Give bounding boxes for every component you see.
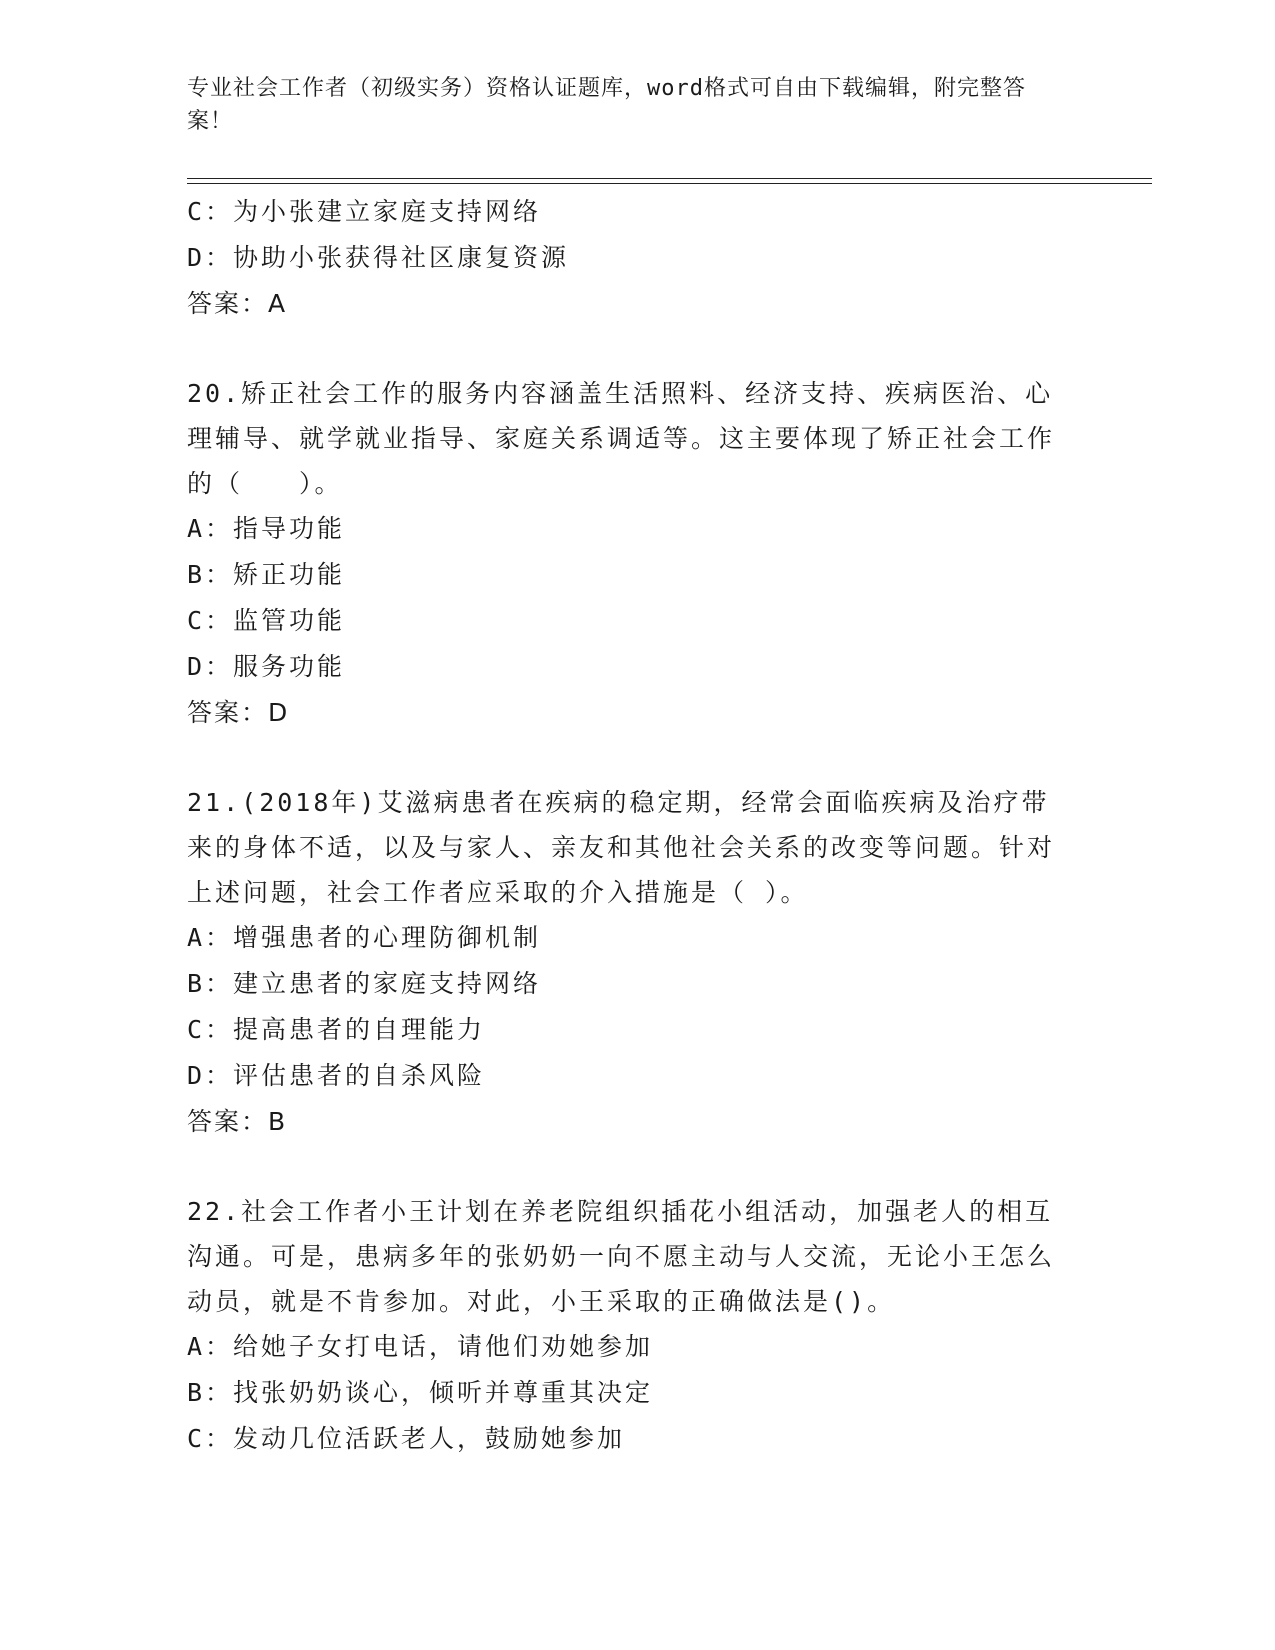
spacer	[187, 1145, 1087, 1189]
question-stem: 22.社会工作者小王计划在养老院组织插花小组活动，加强老人的相互沟通。可是，患病多年的张奶奶一向不愿主动与人交流，无论小王怎么动员，就是不肯参加。对此，小王采取的正确做法是()。	[187, 1197, 1056, 1316]
option-b: B：建立患者的家庭支持网络	[187, 969, 542, 998]
option-d: D：评估患者的自杀风险	[187, 1061, 486, 1090]
option-c: C：监管功能	[187, 606, 346, 635]
question-21	[187, 780, 1087, 1145]
option-a: A：指导功能	[187, 514, 346, 543]
question-stem: 20.矫正社会工作的服务内容涵盖生活照料、经济支持、疾病医治、心理辅导、就学就业指导、家庭关系调适等。这主要体现了矫正社会工作的（ ）。	[187, 379, 1056, 498]
option-a: A：给她子女打电话，请他们劝她参加	[187, 1332, 654, 1361]
question-22	[187, 1189, 1087, 1462]
answer-line: 答案：D	[187, 698, 290, 727]
option-c: C：发动几位活跃老人，鼓励她参加	[187, 1424, 626, 1453]
option-d: D：服务功能	[187, 652, 346, 681]
header-rule-top	[187, 178, 1152, 179]
option-b: B：找张奶奶谈心，倾听并尊重其决定	[187, 1378, 654, 1407]
question-stem: 21.(2018年)艾滋病患者在疾病的稳定期，经常会面临疾病及治疗带来的身体不适，以及与家人、亲友和其他社会关系的改变等问题。针对上述问题，社会工作者应采取的介入措施是（ ）。	[187, 788, 1056, 907]
question-content	[187, 189, 1087, 1462]
option-d: D：协助小张获得社区康复资源	[187, 243, 570, 272]
spacer	[187, 736, 1087, 780]
answer-line: 答案：B	[187, 1107, 288, 1136]
option-c: C：为小张建立家庭支持网络	[187, 197, 542, 226]
option-b: B：矫正功能	[187, 560, 346, 589]
option-c: C：提高患者的自理能力	[187, 1015, 486, 1044]
header-rule-bottom	[187, 183, 1152, 184]
question-19-continued	[187, 189, 1087, 327]
answer-line: 答案：A	[187, 289, 288, 318]
header-note: 专业社会工作者（初级实务）资格认证题库，word格式可自由下载编辑，附完整答案！	[187, 76, 1026, 134]
spacer	[187, 327, 1087, 371]
question-20	[187, 371, 1087, 736]
option-a: A：增强患者的心理防御机制	[187, 923, 542, 952]
